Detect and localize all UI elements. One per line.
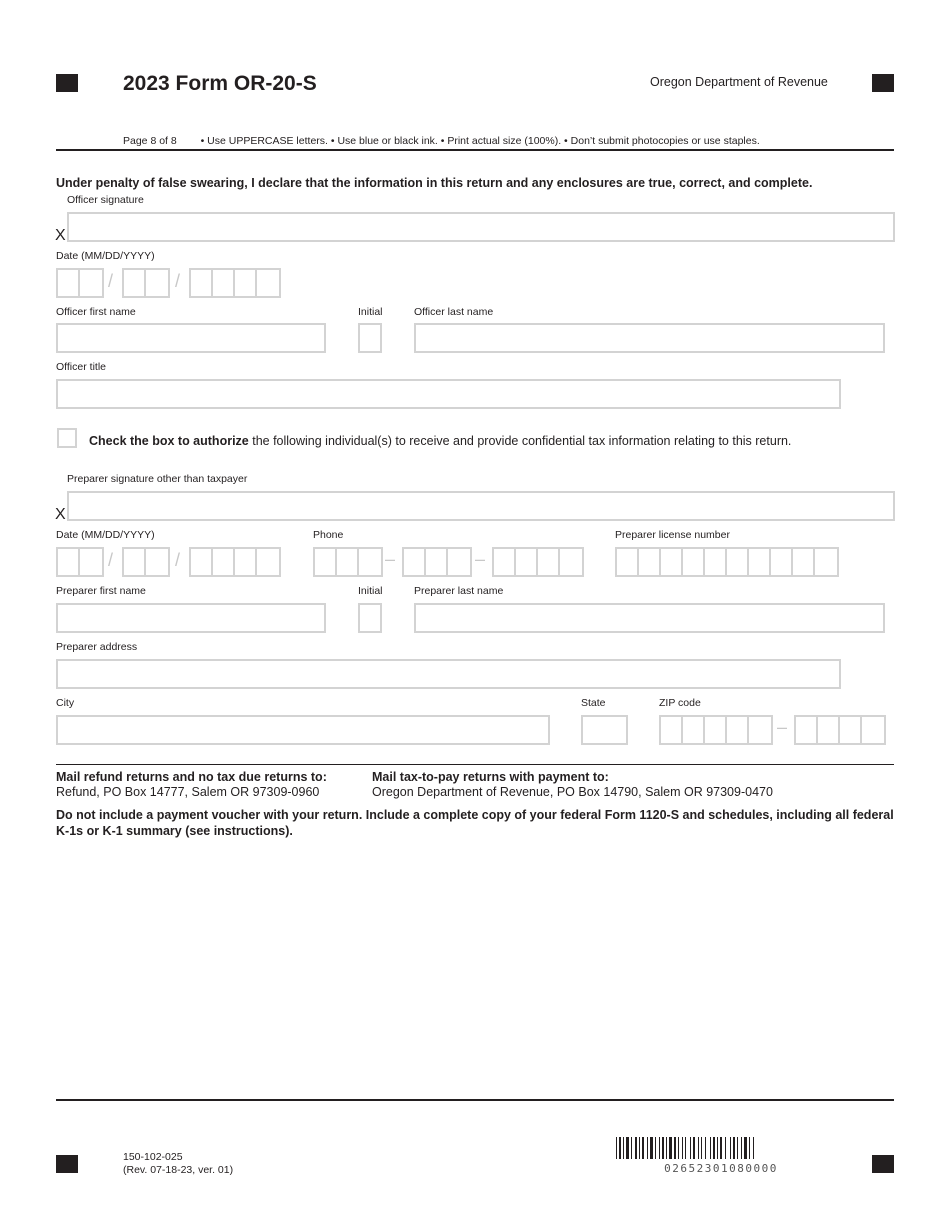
page-number: Page 8 of 8: [123, 135, 177, 147]
barcode-bar: [717, 1137, 718, 1159]
officer-date-year[interactable]: [189, 268, 281, 298]
state-field[interactable]: [581, 715, 628, 745]
registration-mark-top-right: [872, 74, 894, 92]
barcode-bar: [753, 1137, 754, 1159]
refund-mail-address: Refund, PO Box 14777, Salem OR 97309-0960: [56, 785, 320, 799]
zip-extension[interactable]: [794, 715, 886, 745]
declaration-text: Under penalty of false swearing, I declare that the information in this return and any enclosures are true, correct, and complete.: [56, 176, 813, 190]
pay-mail-heading: Mail tax-to-pay returns with payment to:: [372, 770, 609, 784]
officer-signature-label: Officer signature: [67, 194, 144, 206]
preparer-initial-label: Initial: [358, 585, 383, 597]
barcode-bar: [705, 1137, 706, 1159]
barcode-icon: [616, 1137, 826, 1159]
instructions-text: • Use UPPERCASE letters. • Use blue or black ink. • Print actual size (100%). • Don’t submit photocopies or use staples.: [200, 135, 760, 147]
city-field[interactable]: [56, 715, 550, 745]
zip-dash: –: [777, 717, 788, 737]
barcode-bar: [674, 1137, 676, 1159]
date-slash: /: [175, 550, 181, 570]
authorize-checkbox[interactable]: [57, 428, 77, 448]
officer-first-name-field[interactable]: [56, 323, 326, 353]
officer-date-month[interactable]: [56, 268, 104, 298]
barcode-bar: [710, 1137, 711, 1159]
officer-signature-x: X: [55, 227, 66, 244]
barcode-bar: [635, 1137, 637, 1159]
form-title: 2023 Form OR-20-S: [123, 72, 317, 95]
zip-label: ZIP code: [659, 697, 701, 709]
form-code: [123, 1151, 233, 1176]
barcode-bar: [693, 1137, 695, 1159]
officer-signature-field[interactable]: [67, 212, 895, 242]
barcode-bar: [623, 1137, 624, 1159]
barcode-bar: [730, 1137, 731, 1159]
state-label: State: [581, 697, 606, 709]
mailing-divider: [56, 764, 894, 765]
preparer-date-year[interactable]: [189, 547, 281, 577]
preparer-date-month[interactable]: [56, 547, 104, 577]
license-label: Preparer license number: [615, 529, 730, 541]
barcode-bar: [655, 1137, 656, 1159]
officer-first-name-label: Officer first name: [56, 306, 136, 318]
preparer-address-field[interactable]: [56, 659, 841, 689]
barcode-bar: [642, 1137, 644, 1159]
date-slash: /: [175, 271, 181, 291]
barcode-bar: [744, 1137, 747, 1159]
phone-prefix[interactable]: [402, 547, 472, 577]
preparer-date-day[interactable]: [122, 547, 170, 577]
phone-dash: –: [385, 549, 396, 569]
barcode-bar: [749, 1137, 750, 1159]
barcode-bar: [682, 1137, 683, 1159]
barcode-bar: [701, 1137, 702, 1159]
footer-divider: [56, 1099, 894, 1101]
officer-date-day[interactable]: [122, 268, 170, 298]
preparer-first-name-field[interactable]: [56, 603, 326, 633]
barcode-bar: [662, 1137, 664, 1159]
phone-label: Phone: [313, 529, 344, 541]
barcode-bar: [639, 1137, 640, 1159]
preparer-license-field[interactable]: [615, 547, 839, 577]
barcode-bar: [690, 1137, 691, 1159]
officer-title-label: Officer title: [56, 361, 106, 373]
refund-mail-heading: Mail refund returns and no tax due returns to:: [56, 770, 327, 784]
officer-date-label: Date (MM/DD/YYYY): [56, 250, 155, 262]
officer-initial-field[interactable]: [358, 323, 382, 353]
barcode-bar: [741, 1137, 742, 1159]
barcode-bar: [737, 1137, 738, 1159]
phone-line-number[interactable]: [492, 547, 584, 577]
barcode-bar: [685, 1137, 686, 1159]
barcode-bar: [647, 1137, 648, 1159]
enclosure-note: Do not include a payment voucher with your return. Include a complete copy of your federal Form 1120-S and schedules, including all federal K-1s or K-1 summary (see instructions).: [56, 808, 894, 838]
date-slash: /: [108, 550, 114, 570]
authorize-bold: Check the box to authorize: [89, 434, 249, 448]
officer-title-field[interactable]: [56, 379, 841, 409]
barcode-bar: [725, 1137, 726, 1159]
zip-main[interactable]: [659, 715, 773, 745]
officer-initial-label: Initial: [358, 306, 383, 318]
form-number: 150-102-025: [123, 1151, 183, 1163]
header-divider: [56, 149, 894, 151]
barcode-bar: [619, 1137, 621, 1159]
officer-last-name-field[interactable]: [414, 323, 885, 353]
authorize-rest: the following individual(s) to receive and provide confidential tax information relating to this return.: [248, 434, 792, 448]
instructions-line: [123, 135, 760, 147]
pay-mail-address: Oregon Department of Revenue, PO Box 14790, Salem OR 97309-0470: [372, 785, 773, 799]
barcode-bar: [698, 1137, 699, 1159]
preparer-last-name-label: Preparer last name: [414, 585, 504, 597]
barcode-bar: [733, 1137, 735, 1159]
phone-dash: –: [475, 549, 486, 569]
preparer-signature-field[interactable]: [67, 491, 895, 521]
barcode-number: 02652301080000: [664, 1162, 778, 1175]
barcode-bar: [666, 1137, 667, 1159]
preparer-initial-field[interactable]: [358, 603, 382, 633]
barcode-bar: [669, 1137, 672, 1159]
date-slash: /: [108, 271, 114, 291]
preparer-date-label: Date (MM/DD/YYYY): [56, 529, 155, 541]
barcode-bar: [678, 1137, 679, 1159]
registration-mark-bottom-left: [56, 1155, 78, 1173]
officer-last-name-label: Officer last name: [414, 306, 494, 318]
barcode-bar: [616, 1137, 617, 1159]
form-revision: (Rev. 07-18-23, ver. 01): [123, 1163, 234, 1176]
preparer-last-name-field[interactable]: [414, 603, 885, 633]
city-label: City: [56, 697, 75, 709]
registration-mark-top-left: [56, 74, 78, 92]
preparer-address-label: Preparer address: [56, 641, 138, 653]
authorize-text: [89, 434, 791, 448]
barcode-bar: [626, 1137, 629, 1159]
registration-mark-bottom-right: [872, 1155, 894, 1173]
preparer-first-name-label: Preparer first name: [56, 585, 146, 597]
preparer-signature-label: Preparer signature other than taxpayer: [67, 473, 248, 485]
barcode-bar: [713, 1137, 715, 1159]
preparer-signature-x: X: [55, 506, 66, 523]
phone-area-code[interactable]: [313, 547, 383, 577]
barcode-bar: [720, 1137, 722, 1159]
agency-name: Oregon Department of Revenue: [650, 75, 828, 89]
barcode-bar: [659, 1137, 660, 1159]
barcode-bar: [631, 1137, 632, 1159]
barcode-bar: [650, 1137, 653, 1159]
